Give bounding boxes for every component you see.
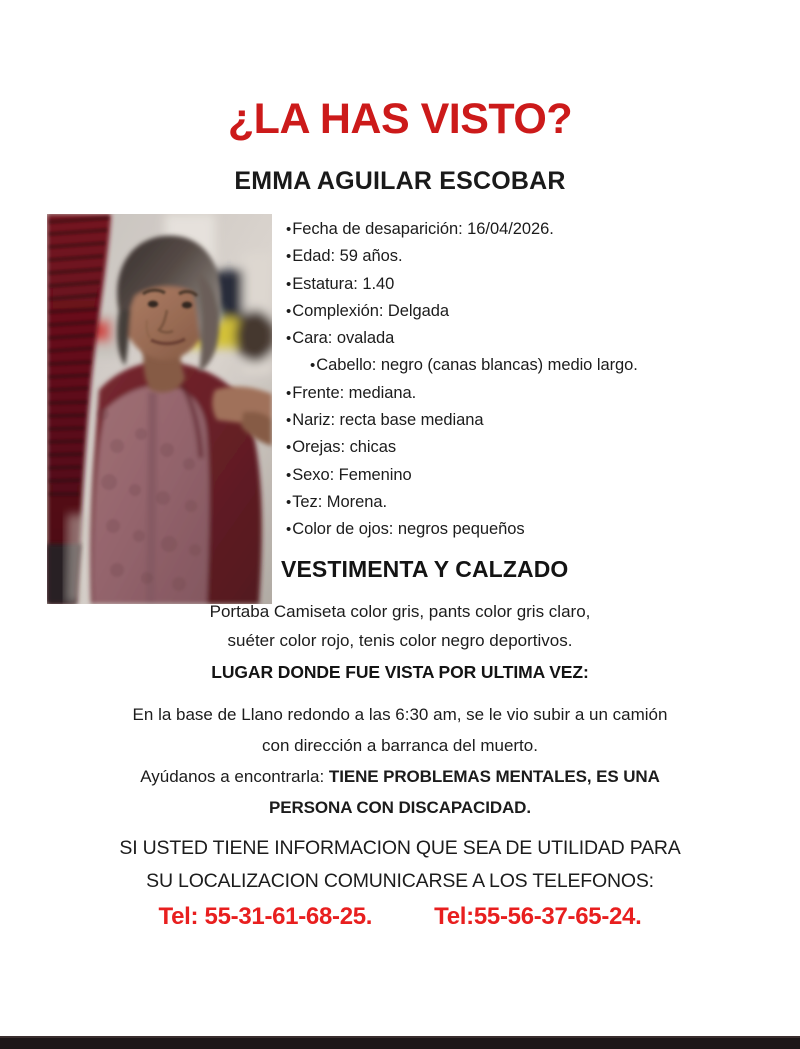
missing-person-photo bbox=[47, 214, 272, 604]
bullet-icon: • bbox=[286, 302, 292, 320]
appeal-text bbox=[80, 761, 720, 823]
last-seen-line-2: con dirección a barranca del muerto. bbox=[262, 736, 538, 755]
appeal-emphasis-1: TIENE PROBLEMAS MENTALES, ES UNA bbox=[328, 767, 660, 786]
list-item bbox=[286, 325, 706, 352]
bullet-icon: • bbox=[286, 275, 292, 293]
list-item-label: Edad: 59 años. bbox=[292, 247, 403, 266]
clothing-line-1: Portaba Camiseta color gris, pants color gris claro, bbox=[209, 602, 591, 621]
list-item bbox=[286, 516, 706, 543]
list-item-label: Sexo: Femenino bbox=[292, 465, 412, 484]
list-item-label: Estatura: 1.40 bbox=[292, 274, 395, 293]
list-item bbox=[286, 434, 706, 461]
physical-description-list bbox=[286, 216, 706, 544]
clothing-line-2: suéter color rojo, tenis color negro deportivos. bbox=[227, 631, 573, 650]
call-to-action-line-1: SI USTED TIENE INFORMACION QUE SEA DE UTILIDAD PARA bbox=[119, 837, 681, 859]
list-item bbox=[286, 216, 706, 243]
list-item bbox=[286, 489, 706, 516]
list-item-label: Nariz: recta base mediana bbox=[292, 411, 484, 430]
list-item bbox=[286, 380, 706, 407]
bullet-icon: • bbox=[286, 493, 292, 511]
list-item-label: Cabello: negro (canas blancas) medio largo. bbox=[316, 356, 638, 375]
bullet-icon: • bbox=[286, 466, 292, 484]
bullet-icon: • bbox=[286, 384, 292, 402]
bullet-icon: • bbox=[286, 412, 292, 430]
page-title: ¿LA HAS VISTO? bbox=[227, 95, 573, 143]
bullet-icon: • bbox=[310, 357, 316, 375]
bottom-bar-hairline bbox=[0, 1036, 800, 1038]
photo-illustration bbox=[47, 214, 272, 604]
clothing-description bbox=[100, 597, 700, 655]
list-item-label: Tez: Morena. bbox=[292, 492, 387, 511]
person-name-heading: EMMA AGUILAR ESCOBAR bbox=[234, 167, 566, 195]
list-item bbox=[286, 271, 706, 298]
list-item bbox=[286, 352, 706, 379]
appeal-emphasis-2: PERSONA CON DISCAPACIDAD. bbox=[269, 798, 531, 817]
bullet-icon: • bbox=[286, 221, 292, 238]
list-item-label: Frente: mediana. bbox=[292, 383, 417, 402]
last-seen-line-1: En la base de Llano redondo a las 6:30 am, se le vio subir a un camión bbox=[132, 705, 668, 724]
list-item-label: Cara: ovalada bbox=[292, 329, 395, 348]
appeal-line-1 bbox=[80, 761, 720, 792]
list-item-label: Orejas: chicas bbox=[292, 438, 397, 457]
list-item-label: Color de ojos: negros pequeños bbox=[292, 520, 525, 539]
phone-number-2[interactable]: Tel:55-56-37-65-24. bbox=[434, 903, 642, 930]
bullet-icon: • bbox=[286, 248, 292, 266]
bullet-icon: • bbox=[286, 330, 292, 348]
bullet-icon: • bbox=[286, 521, 292, 539]
list-item bbox=[286, 243, 706, 270]
appeal-line-2 bbox=[80, 792, 720, 823]
list-item bbox=[286, 298, 706, 325]
list-item-label: Complexión: Delgada bbox=[292, 301, 450, 320]
phone-numbers bbox=[0, 903, 800, 931]
call-to-action bbox=[70, 832, 730, 898]
list-item-label: Fecha de desaparición: 16/04/2026. bbox=[292, 220, 554, 238]
appeal-lead: Ayúdanos a encontrarla: bbox=[140, 767, 329, 786]
bottom-bar bbox=[0, 1036, 800, 1049]
last-seen-heading: LUGAR DONDE FUE VISTA POR ULTIMA VEZ: bbox=[211, 662, 589, 682]
list-item bbox=[286, 462, 706, 489]
phone-number-1[interactable]: Tel: 55-31-61-68-25. bbox=[158, 903, 373, 930]
clothing-section-heading: VESTIMENTA Y CALZADO bbox=[281, 556, 569, 582]
bullet-icon: • bbox=[286, 439, 292, 457]
list-item bbox=[286, 407, 706, 434]
last-seen-description bbox=[90, 699, 710, 761]
call-to-action-line-2: SU LOCALIZACION COMUNICARSE A LOS TELEFONOS: bbox=[146, 870, 654, 892]
